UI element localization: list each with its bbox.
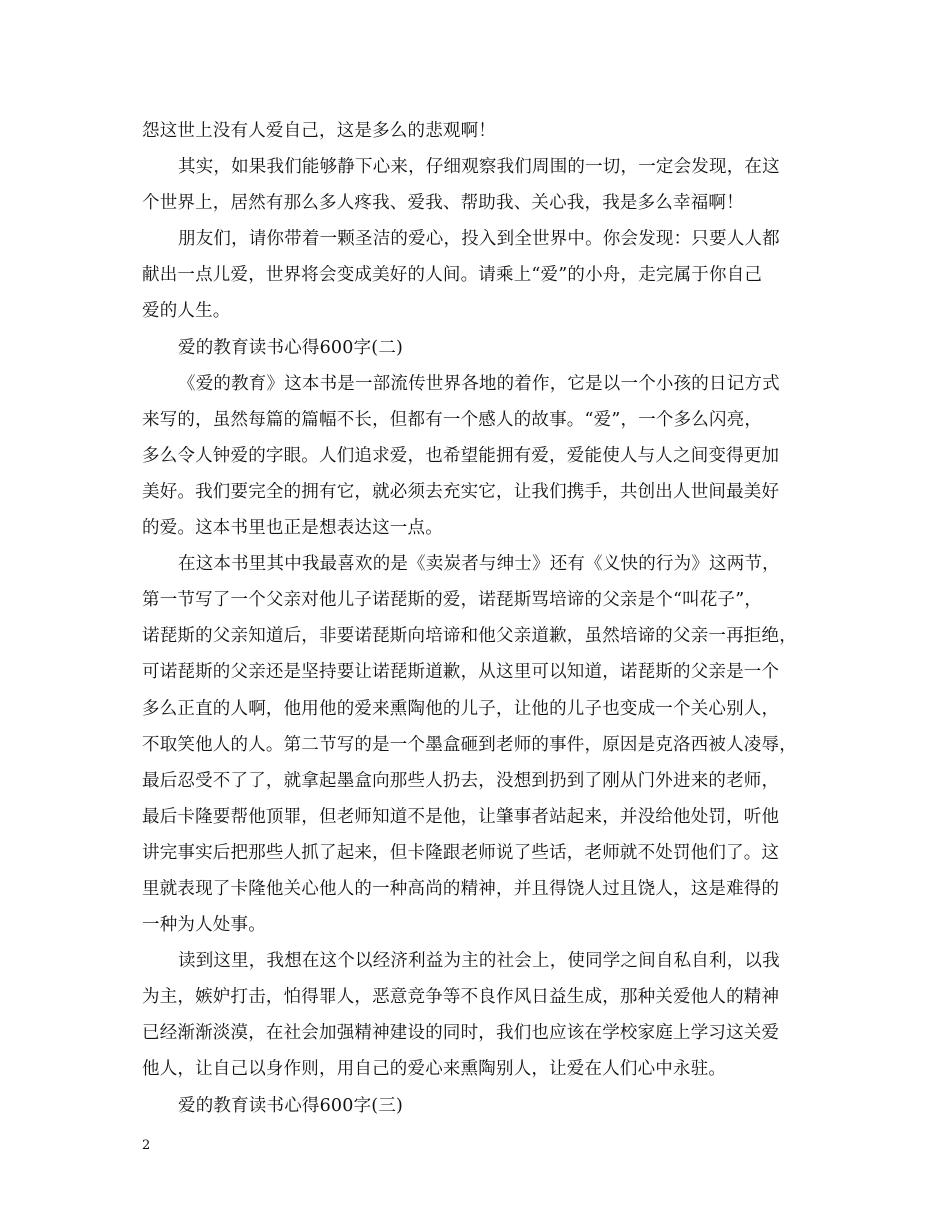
text-line: 讲完事实后把那些人抓了起来，但卡隆跟老师说了些话，老师就不处罚他们了。这	[142, 842, 780, 863]
document-body	[142, 113, 822, 1124]
text-line: 最后忍受不了了，就拿起墨盒向那些人扔去，没想到扔到了刚从门外进来的老师，	[142, 770, 780, 791]
paragraph	[142, 1088, 822, 1124]
text-line: 美好。我们要完全的拥有它，就必须去充实它，让我们携手，共创出人世间最美好	[142, 481, 780, 502]
text-line: 献出一点儿爱，世界将会变成美好的人间。请乘上“爱”的小舟，走完属于你自己	[142, 265, 763, 286]
text-line: 第一节写了一个父亲对他儿子诺琵斯的爱，诺琵斯骂培谛的父亲是个“叫花子”，	[142, 590, 763, 611]
text-line: 爱的教育读书心得600字(三)	[178, 1095, 404, 1116]
paragraph	[142, 330, 822, 366]
text-line: 在这本书里其中我最喜欢的是《卖炭者与绅士》还有《义快的行为》这两节，	[178, 554, 780, 575]
text-line: 他人，让自己以身作则，用自己的爱心来熏陶别人，让爱在人们心中永驻。	[142, 1059, 727, 1080]
text-line: 来写的，虽然每篇的篇幅不长，但都有一个感人的故事。“爱”，一个多么闪亮，	[142, 409, 763, 430]
text-line: 读到这里，我想在这个以经济利益为主的社会上，使同学之间自私自利，以我	[178, 951, 780, 972]
text-line: 已经渐渐淡漠，在社会加强精神建设的同时，我们也应该在学校家庭上学习这关爱	[142, 1023, 780, 1044]
paragraph	[142, 113, 822, 149]
text-line: 多么令人钟爱的字眼。人们追求爱，也希望能拥有爱，爱能使人与人之间变得更加	[142, 445, 780, 466]
paragraph	[142, 546, 822, 943]
text-line: 《爱的教育》这本书是一部流传世界各地的着作，它是以一个小孩的日记方式	[178, 373, 780, 394]
text-line: 怨这世上没有人爱自己，这是多么的悲观啊！	[142, 121, 496, 141]
paragraph	[142, 366, 822, 546]
paragraph	[142, 943, 822, 1087]
page-number: 2	[142, 1138, 151, 1153]
text-line: 其实，如果我们能够静下心来，仔细观察我们周围的一切，一定会发现，在这	[178, 157, 780, 178]
text-line: 诺琵斯的父亲知道后，非要诺琵斯向培谛和他父亲道歉，虽然培谛的父亲一再拒绝，	[142, 626, 797, 647]
text-line: 不取笑他人的人。第二节写的是一个墨盒砸到老师的事件，原因是克洛西被人凌辱，	[142, 734, 797, 755]
text-line: 最后卡隆要帮他顶罪，但老师知道不是他，让肇事者站起来，并没给他处罚，听他	[142, 806, 780, 827]
text-line: 可诺琵斯的父亲还是坚持要让诺琵斯道歉，从这里可以知道，诺琵斯的父亲是一个	[142, 662, 780, 683]
text-line: 的爱。这本书里也正是想表达这一点。	[142, 518, 443, 539]
text-line: 一种为人处事。	[142, 915, 266, 936]
paragraph	[142, 149, 822, 221]
text-line: 里就表现了卡隆他关心他人的一种高尚的精神，并且得饶人过且饶人，这是难得的	[142, 878, 780, 899]
text-line: 朋友们，请你带着一颗圣洁的爱心，投入到全世界中。你会发现：只要人人都	[178, 229, 780, 250]
text-line: 个世界上，居然有那么多人疼我、爱我、帮助我、关心我，我是多么幸福啊！	[142, 193, 744, 214]
text-line: 爱的教育读书心得600字(二)	[178, 337, 404, 358]
paragraph	[142, 221, 822, 329]
text-line: 为主，嫉妒打击，怕得罪人，恶意竞争等不良作风日益生成，那种关爱他人的精神	[142, 987, 780, 1008]
text-line: 爱的人生。	[142, 301, 231, 322]
text-line: 多么正直的人啊，他用他的爱来熏陶他的儿子，让他的儿子也变成一个关心别人，	[142, 698, 780, 719]
